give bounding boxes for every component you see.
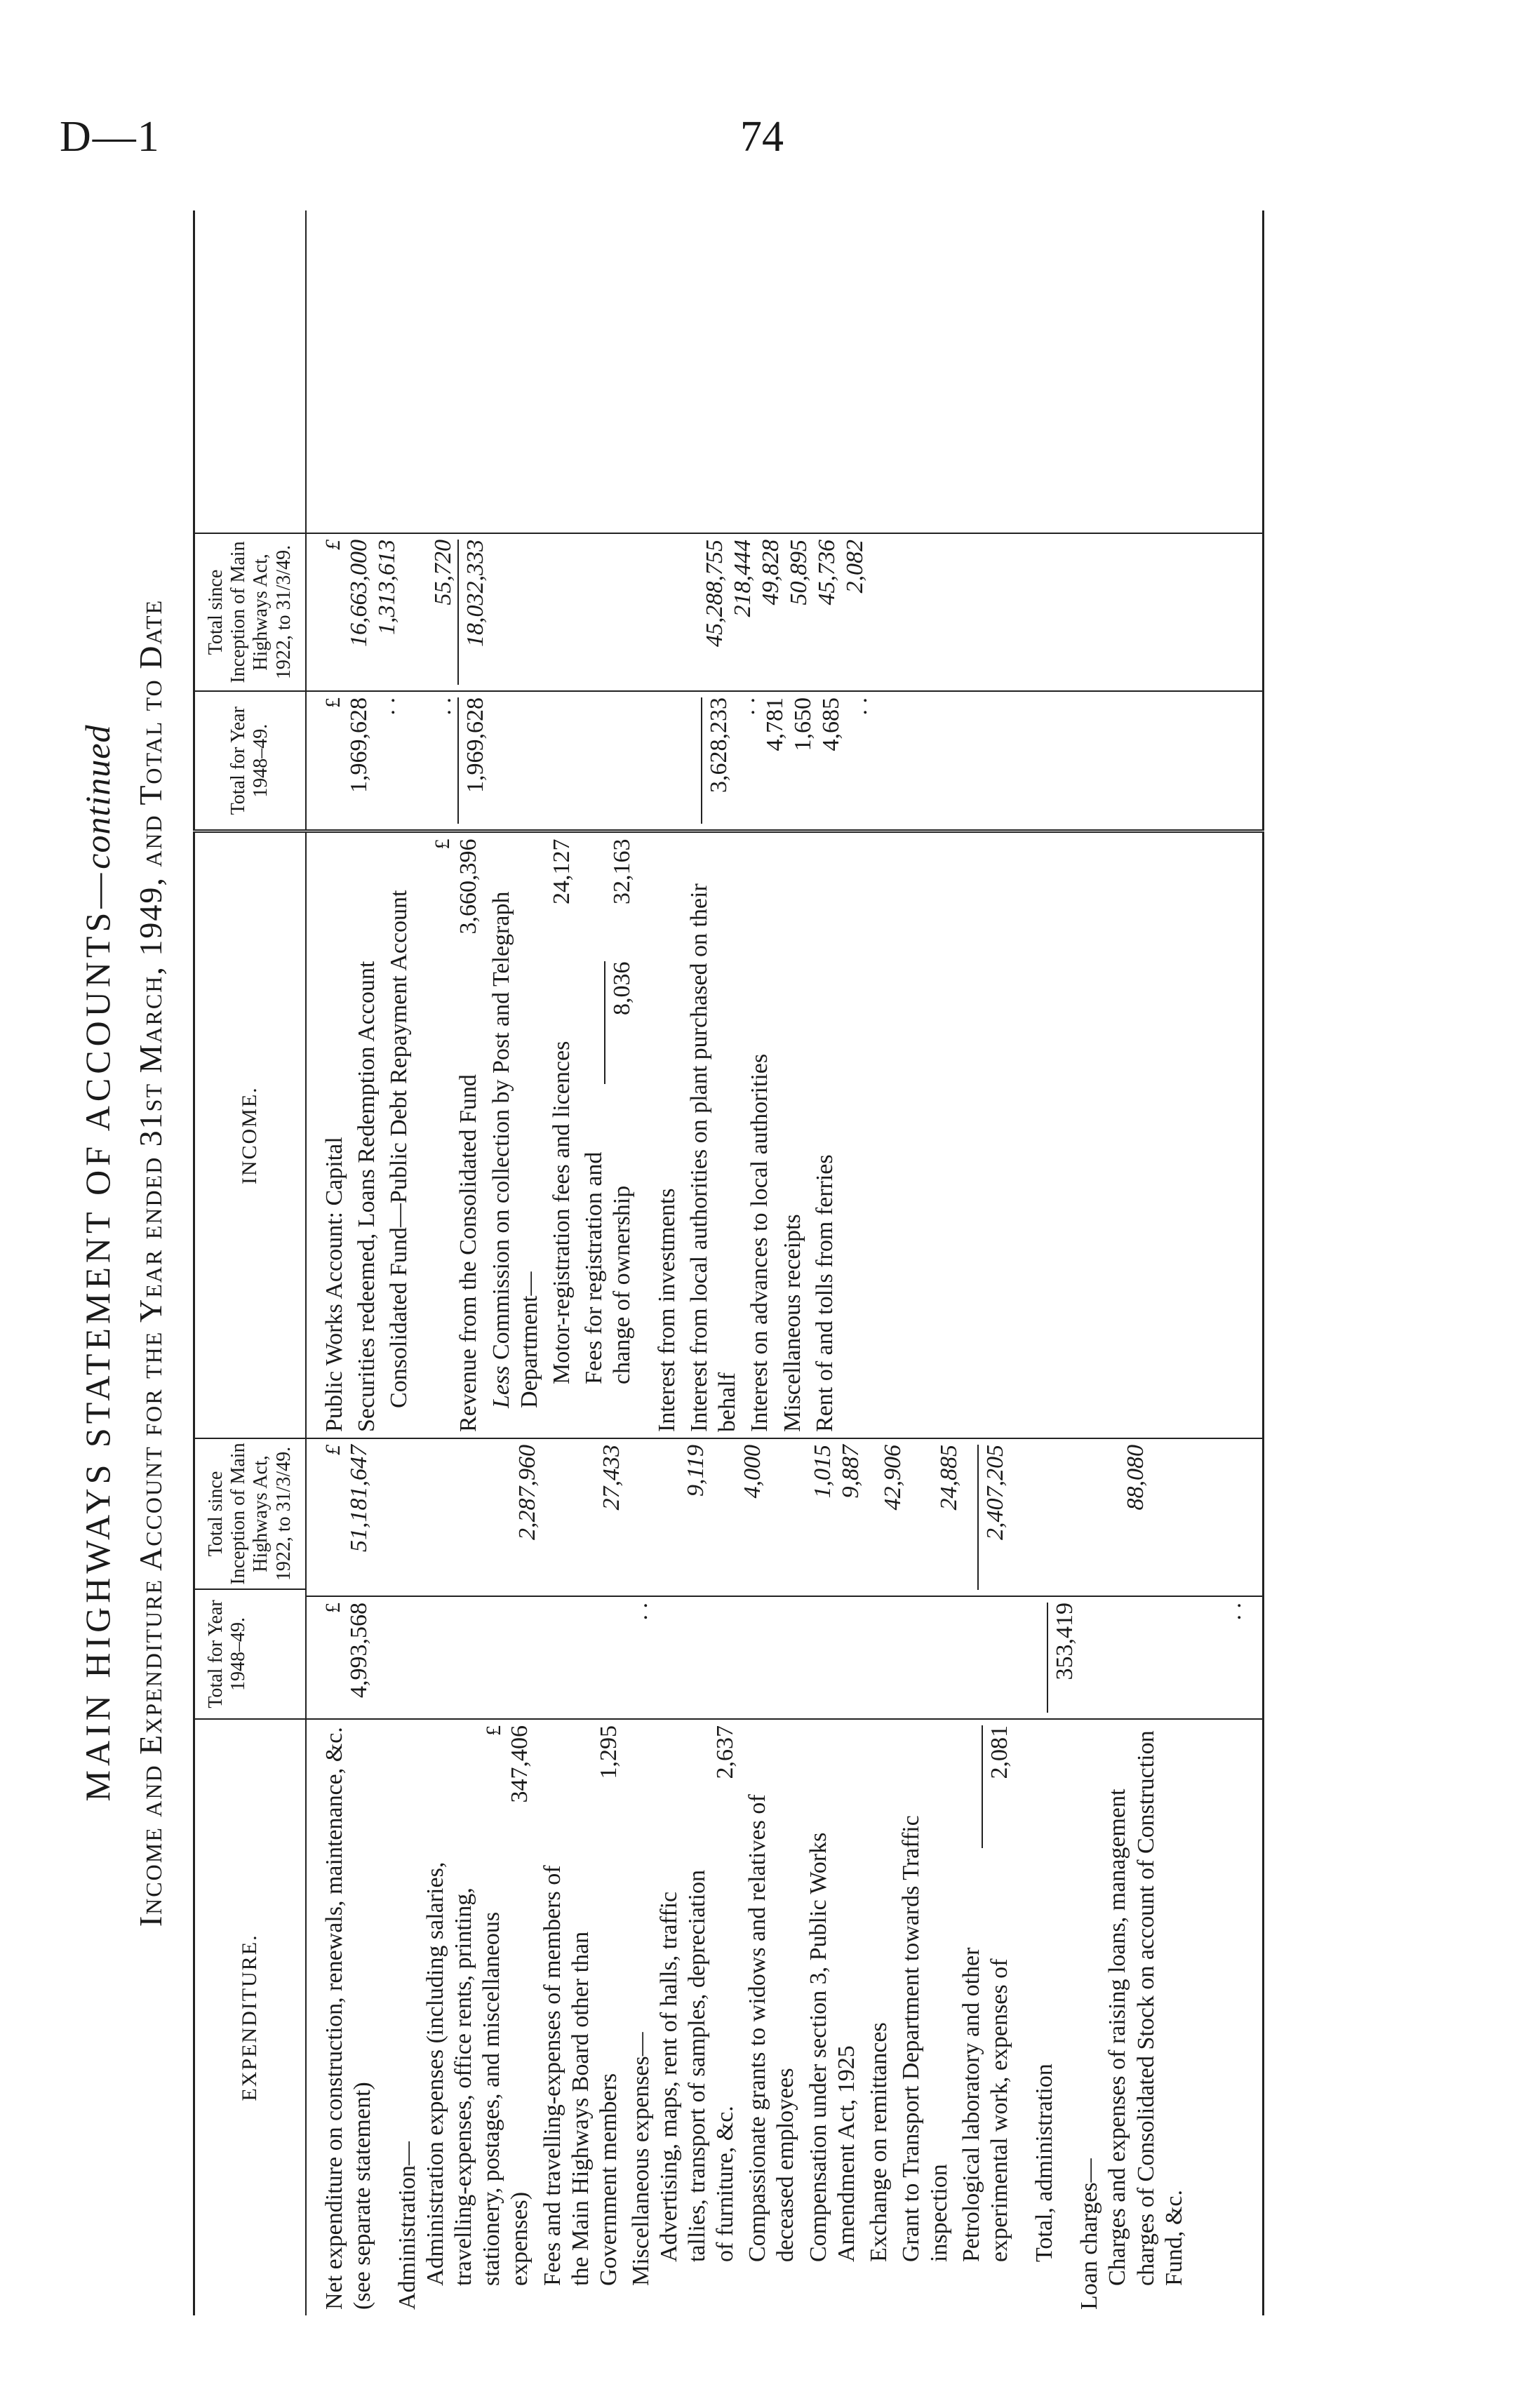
currency-symbol: £ bbox=[321, 1603, 344, 1613]
blank-margin-column bbox=[306, 210, 1263, 533]
exp-compassionate-item bbox=[744, 1725, 800, 2310]
inc-interest-plant-label: Interest from local authorities on plant purchased on their behalf bbox=[686, 883, 741, 1432]
inc-securities-dots: . . bbox=[374, 697, 401, 716]
inc-pwa-year: 1,969,628 bbox=[346, 697, 373, 793]
inc-pwa-item bbox=[321, 838, 349, 1432]
inc-interest-plant-year: 4,781 bbox=[761, 697, 788, 751]
spacer bbox=[401, 697, 429, 824]
exp-net-item bbox=[321, 1725, 377, 2310]
exp-total-admin-item bbox=[1031, 1725, 1059, 2310]
spacer bbox=[401, 540, 429, 685]
spacer bbox=[490, 540, 701, 685]
inc-fees-label: Fees for registration and change of ownership bbox=[580, 1151, 636, 1384]
inc-misc-item bbox=[779, 838, 807, 1432]
statement-title-text: MAIN HIGHWAYS STATEMENT OF ACCOUNTS— bbox=[78, 869, 117, 1802]
exp-petrological-item bbox=[958, 1725, 1014, 2310]
exp-fees-item bbox=[539, 1725, 623, 2310]
exp-compassionate-total: 4,000 bbox=[739, 1444, 765, 1499]
exp-admin-expenses-item bbox=[422, 1725, 534, 2310]
inc-commission-text bbox=[488, 838, 544, 1408]
inc-investments-total: 218,444 bbox=[729, 539, 756, 617]
inc-consolidated-item bbox=[385, 838, 413, 1432]
exp-loan-item bbox=[1104, 1725, 1188, 2310]
exp-compensation-item bbox=[805, 1725, 861, 2310]
spacer bbox=[907, 1445, 935, 1590]
exp-admin-expenses-sub bbox=[481, 1725, 535, 1848]
spacer bbox=[865, 1445, 879, 1590]
currency-symbol: £ bbox=[482, 1725, 506, 1736]
inc-consolidated-dots: . . bbox=[430, 697, 457, 716]
inc-misc-total: 45,736 bbox=[814, 539, 841, 606]
inc-revenue-sub-value: 3,660,396 bbox=[455, 838, 482, 935]
spacer bbox=[373, 1603, 626, 1713]
exp-petrological-total: 24,885 bbox=[936, 1444, 963, 1511]
exp-loan-total: 88,080 bbox=[1123, 1444, 1149, 1511]
inc-commission-sum: 32,163 bbox=[609, 838, 636, 904]
spacer bbox=[711, 1445, 739, 1590]
inc-pwa-total: 16,663,000 bbox=[346, 539, 373, 647]
inc-motor-item bbox=[548, 838, 576, 1432]
page-number: 74 bbox=[740, 113, 784, 161]
inc-commission-label: Commission on collection by Post and Telegraph Department— bbox=[488, 891, 542, 1408]
rotated-account-sheet bbox=[77, 210, 1480, 2315]
spacer bbox=[1079, 1603, 1219, 1713]
header-exp-year: Total for Year 1948–49. bbox=[195, 1589, 305, 1718]
header-expenditure-totals bbox=[194, 1438, 306, 1719]
income-descriptions bbox=[306, 831, 1263, 1438]
inc-revenue-year: 3,628,233 bbox=[701, 697, 733, 824]
currency-symbol: £ bbox=[321, 1444, 344, 1455]
inc-fees-item bbox=[580, 838, 636, 1432]
inc-ferries-total: 2,082 bbox=[842, 539, 869, 594]
inc-ferries-label: Rent of and tolls from ferries bbox=[811, 1154, 838, 1432]
exp-admin-heading: Administration— bbox=[394, 2141, 420, 2310]
header-blank bbox=[194, 210, 306, 533]
inc-advances-total: 50,895 bbox=[785, 539, 812, 606]
inc-ferries-item bbox=[811, 838, 839, 1432]
inc-consolidated-total: 55,720 bbox=[430, 539, 457, 606]
income-since-column bbox=[306, 533, 1263, 691]
expenditure-since-column bbox=[306, 1438, 1263, 1596]
spacer bbox=[373, 1445, 514, 1590]
expenditure-year-column bbox=[306, 1596, 1263, 1719]
exp-advertising-item bbox=[655, 1725, 739, 2310]
inc-investments-item bbox=[653, 838, 681, 1432]
title-continued: continued bbox=[78, 724, 117, 869]
income-expenditure-table bbox=[193, 210, 1264, 2315]
inc-revenue-total: 45,288,755 bbox=[701, 539, 728, 647]
exp-grant-total: 42,906 bbox=[879, 1444, 906, 1511]
inc-revenue-label: Revenue from the Consolidated Fund bbox=[455, 1074, 482, 1432]
exp-net-label: Net expenditure on construction, renewals, maintenance, &c. (see separate statement) bbox=[321, 1727, 375, 2310]
header-inc-year: Total for Year 1948–49. bbox=[194, 691, 306, 831]
inc-advances-year: 1,650 bbox=[789, 697, 816, 751]
exp-total-admin-year: 353,419 bbox=[1047, 1603, 1079, 1713]
exp-exchange-label: Exchange on remittances bbox=[865, 2022, 892, 2262]
exp-admin-expenses-total: 2,287,960 bbox=[514, 1444, 541, 1540]
spacer bbox=[654, 1603, 1047, 1713]
spacer bbox=[490, 697, 701, 824]
currency-symbol: £ bbox=[321, 697, 344, 708]
currency-symbol: £ bbox=[431, 838, 455, 850]
inc-fees-sub: 8,036 bbox=[604, 961, 636, 1084]
exp-grant-label: Grant to Transport Department towards Traffic inspection bbox=[897, 1815, 952, 2262]
exp-loan-label: Charges and expenses of raising loans, management charges of Consolidated Stock on account of Construction Fund, &c. bbox=[1104, 1730, 1187, 2286]
inc-misc-year: 4,685 bbox=[818, 697, 845, 751]
inc-investments-dots: . . bbox=[733, 697, 760, 716]
exp-advertising-total: 9,119 bbox=[683, 1444, 709, 1497]
spacer bbox=[767, 1445, 809, 1590]
header-exp-since: Total since Inception of Main Highways Act, 1922, to 31/3/49. bbox=[205, 1443, 295, 1585]
header-expenditure: EXPENDITURE. bbox=[194, 1719, 306, 2315]
inc-motor-sub: 24,127 bbox=[548, 838, 575, 904]
inc-securities-label: Securities redeemed, Loans Redemption Account bbox=[353, 961, 380, 1432]
exp-fees-sub: 1,295 bbox=[595, 1725, 622, 1779]
exp-petrological-sub: 2,081 bbox=[982, 1725, 1014, 1848]
exp-total-admin-total: 2,407,205 bbox=[977, 1445, 1010, 1590]
exp-loan-dots: . . bbox=[1220, 1603, 1247, 1621]
exp-exchange-total: 9,887 bbox=[837, 1444, 864, 1499]
exp-advertising-sub: 2,637 bbox=[712, 1725, 739, 1779]
inc-subtotal-total: 18,032,333 bbox=[457, 540, 490, 685]
exp-compensation-label: Compensation under section 3, Public Works Amendment Act, 1925 bbox=[805, 1832, 859, 2262]
exp-compassionate-label: Compassionate grants to widows and relatives of deceased employees bbox=[744, 1794, 799, 2262]
exp-compensation-total: 1,015 bbox=[809, 1444, 836, 1499]
exp-petrological-label: Petrological laboratory and other experimental work, expenses of bbox=[958, 1947, 1013, 2262]
inc-revenue-item bbox=[430, 838, 483, 1432]
currency-symbol: £ bbox=[321, 539, 344, 550]
exp-grant-item bbox=[897, 1725, 953, 2310]
inc-misc-label: Miscellaneous receipts bbox=[779, 1214, 805, 1432]
inc-advances-label: Interest on advances to local authorities bbox=[746, 1053, 773, 1432]
title-block bbox=[77, 210, 169, 2315]
exp-loan-heading: Loan charges— bbox=[1076, 2158, 1103, 2310]
exp-misc-heading: Miscellaneous expenses— bbox=[627, 2032, 654, 2286]
exp-net-total: 51,181,647 bbox=[346, 1444, 373, 1552]
exp-fees-total: 27,433 bbox=[598, 1444, 625, 1511]
exp-advertising-label: Advertising, maps, rent of halls, traffic tallies, transport of samples, depreciation of furniture, &c. bbox=[655, 1870, 739, 2262]
inc-revenue-sub bbox=[430, 838, 483, 961]
income-year-column bbox=[306, 691, 1263, 831]
exp-total-admin-label: Total, administration bbox=[1031, 2064, 1058, 2262]
inc-commission-item bbox=[488, 838, 544, 1432]
spacer bbox=[1010, 1445, 1122, 1590]
page-reference: D—1 bbox=[60, 113, 161, 161]
exp-admin-expenses-label: Administration expenses (including salaries, travelling-expenses, office rents, printing, stationery, postages, and miscellaneous expenses) bbox=[422, 1861, 533, 2286]
inc-pwa-label: Public Works Account: Capital bbox=[321, 1137, 347, 1432]
exp-admin-expenses-sub-value: 347,406 bbox=[507, 1725, 533, 1803]
inc-advances-item bbox=[746, 838, 774, 1432]
expenditure-descriptions bbox=[306, 1719, 1263, 2315]
inc-subtotal-year: 1,969,628 bbox=[457, 697, 490, 824]
header-income: INCOME. bbox=[194, 831, 306, 1438]
exp-dots: . . bbox=[627, 1603, 653, 1621]
inc-securities-item bbox=[353, 838, 381, 1432]
spacer bbox=[542, 1445, 598, 1590]
inc-less-word: Less bbox=[488, 1365, 514, 1408]
inc-interest-plant-total: 49,828 bbox=[757, 539, 784, 606]
exp-net-year: 4,993,568 bbox=[346, 1603, 373, 1698]
statement-title bbox=[77, 210, 118, 2315]
table-body-row bbox=[306, 210, 1263, 2315]
inc-securities-total: 1,313,613 bbox=[374, 539, 401, 635]
spacer bbox=[626, 1445, 682, 1590]
inc-investments-label: Interest from investments bbox=[654, 1188, 681, 1432]
header-inc-since: Total since Inception of Main Highways Act, 1922, to 31/3/49. bbox=[194, 533, 306, 691]
exp-exchange-item bbox=[865, 1725, 893, 2310]
inc-motor-label: Motor-registration fees and licences bbox=[548, 1041, 575, 1384]
statement-subtitle: Income and Expenditure Account for the Year ended 31st March, 1949, and Total to Date bbox=[133, 598, 168, 1927]
table-header-row bbox=[194, 210, 306, 2315]
inc-interest-plant-item bbox=[685, 838, 742, 1432]
inc-consolidated-label: Consolidated Fund—Public Debt Repayment Account bbox=[385, 890, 412, 1408]
inc-ferries-dots: . . bbox=[846, 697, 873, 716]
exp-fees-label: Fees and travelling-expenses of members of the Main Highways Board other than Government members bbox=[539, 1865, 622, 2286]
